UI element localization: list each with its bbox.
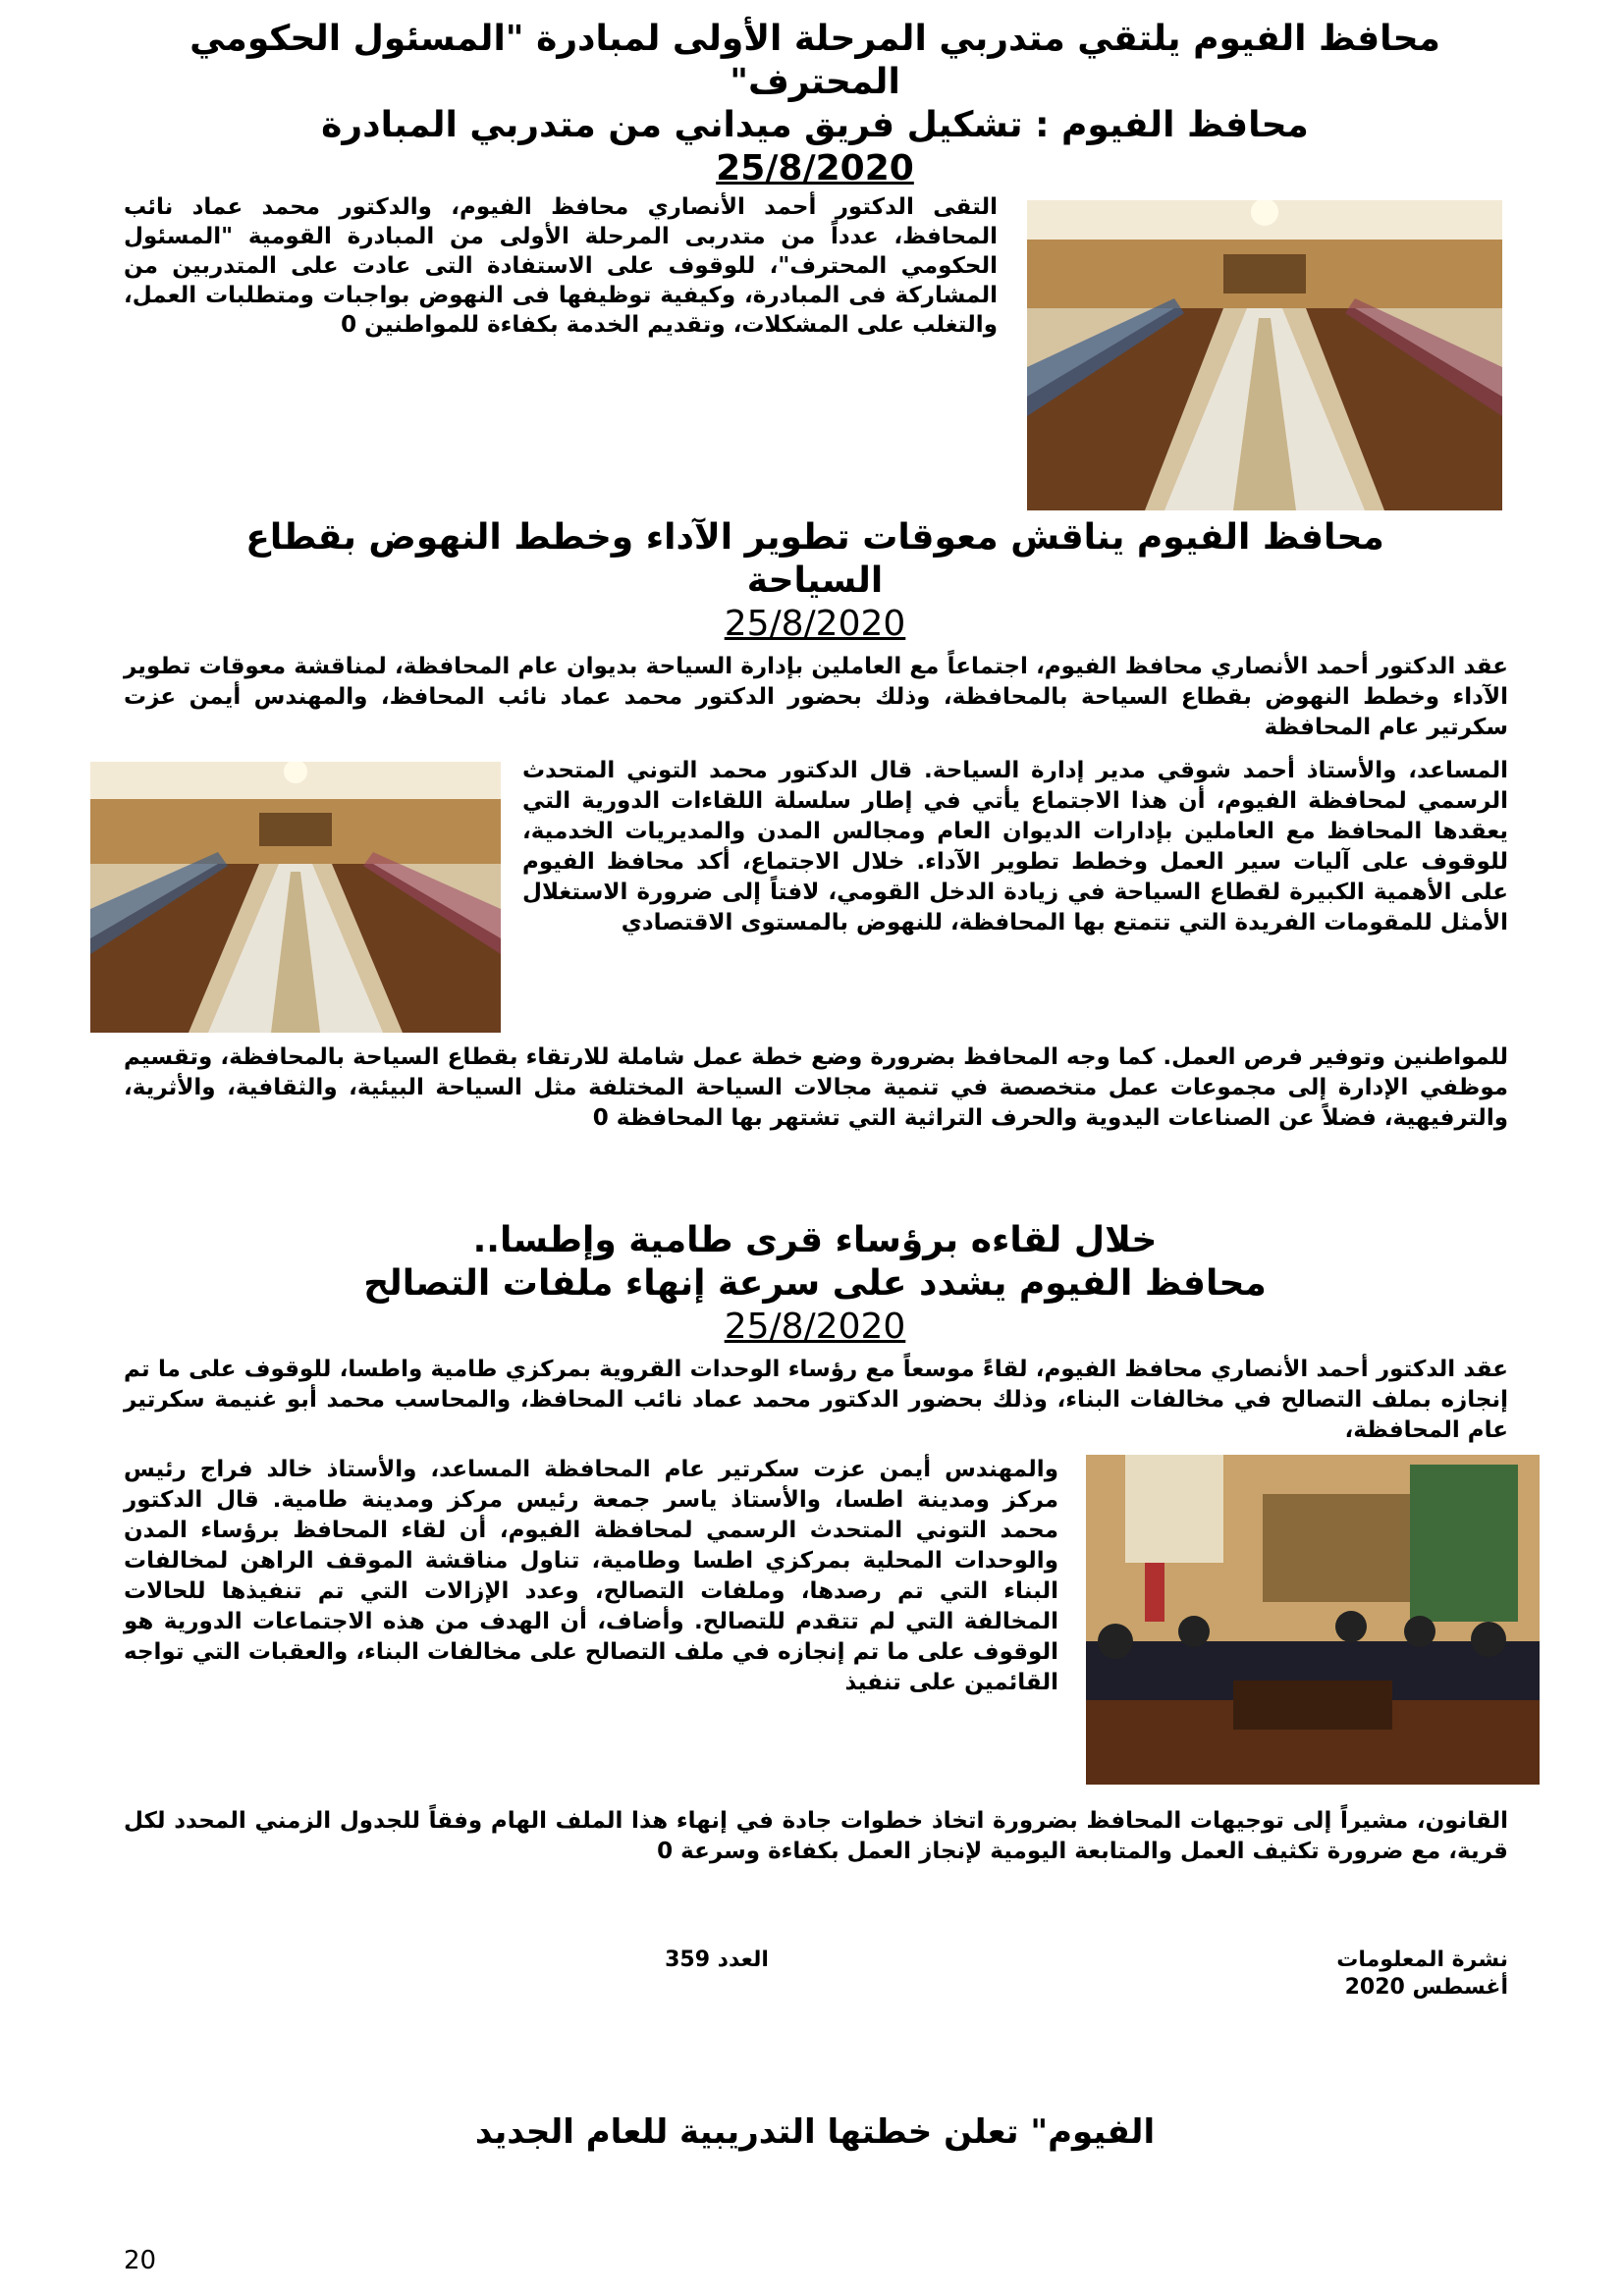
article1-date: 25/8/2020 (716, 148, 914, 188)
article1-subtitle-text: محافظ الفيوم : تشكيل فريق ميداني من متدربي المبادرة (321, 105, 1309, 145)
footer-bulletin: نشرة المعلومات (1336, 1948, 1508, 1972)
article1-title-line1: محافظ الفيوم يلتقي متدربي المرحلة الأولى لمبادرة "المسئول الحكومي المحترف" (189, 19, 1440, 102)
page-number: 20 (124, 2246, 157, 2275)
footer-issue: العدد 359 (665, 1948, 769, 1972)
article2-body-bottom: للمواطنين وتوفير فرص العمل. كما وجه المحافظ بضرورة وضع خطة عمل شاملة للارتقاء بقطاع السياحة بالمحافظة، وتقسيم موظفي الإدارة إلى مجموعات عمل متخصصة في تنمية مجالات السياحة المختلفة مثل السياحة البيئية، والثقافية، والأثرية، والترفيهية، فضلاً عن الصناعات اليدوية والحرف التراثية التي تشتهر بها المحافظة 0 (124, 1044, 1508, 1131)
article2-photo (90, 762, 501, 1033)
article3-body-top: عقد الدكتور أحمد الأنصاري محافظ الفيوم، لقاءً موسعاً مع رؤساء الوحدات القروية بمركزي طامية واطسا، للوقوف على ما تم إنجازه بملف التصالح في مخالفات البناء، وذلك بحضور الدكتور محمد عماد نائب المحافظ، والمحاسب محمد أبو غنيمة سكرتير عام المحافظة، (124, 1357, 1508, 1443)
article3-subtitle (177, 1262, 1453, 1306)
next-article-title (295, 2110, 1335, 2154)
article3-title-line1: خلال لقاءه برؤساء قرى طامية وإطسا.. (472, 1220, 1158, 1260)
article3-title (177, 1219, 1453, 1262)
article3-body-bottom: القانون، مشيراً إلى توجيهات المحافظ بضرورة اتخاذ خطوات جادة في إنهاء هذا الملف الهام وفقاً للجدول الزمني المحدد لكل قرية، مع ضرورة تكثيف العمل والمتابعة اليومية لإنجاز العمل بكفاءة وسرعة 0 (124, 1808, 1508, 1864)
article3-body-side: والمهندس أيمن عزت سكرتير عام المحافظة المساعد، والأستاذ خالد فراج رئيس مركز ومدينة اطسا، والأستاذ ياسر جمعة رئيس مركز ومدينة طامية. قال الدكتور محمد التوني المتحدث الرسمي لمحافظة الفيوم، أن لقاء المحافظ برؤساء المدن والوحدات المحلية بمركزي اطسا وطامية، تناول مناقشة الموقف الراهن لمخالفات البناء التي تم رصدها، وملفات التصالح، وعدد الإزالات التي تم تنفيذها للحالات المخالفة التي لم تتقدم للتصالح. وأضاف، أن الهدف من هذه الاجتماعات الدورية هو الوقوف على ما تم إنجازه في ملف التصالح على مخالفات البناء، والعقبات التي تواجه القائمين على تنفيذ (124, 1457, 1058, 1695)
article1-title (118, 18, 1512, 104)
article2-date: 25/8/2020 (724, 604, 906, 644)
article2-body-top: عقد الدكتور أحمد الأنصاري محافظ الفيوم، اجتماعاً مع العاملين بإدارة السياحة بديوان عام المحافظة، لمناقشة معوقات تطوير الآداء وخطط النهوض بقطاع السياحة بالمحافظة، وذلك بحضور الدكتور محمد عماد نائب المحافظ، والمهندس أيمن عزت سكرتير عام المحافظة (124, 654, 1508, 740)
article2-title (177, 516, 1453, 603)
meeting-room-photo-2 (90, 762, 501, 1033)
meeting-room-photo-3 (1086, 1455, 1540, 1785)
footer-month: أغسطس 2020 (1344, 1975, 1508, 2000)
article2-body-side: المساعد، والأستاذ أحمد شوقي مدير إدارة السياحة. قال الدكتور محمد التوني المتحدث الرسمي لمحافظة الفيوم، أن هذا الاجتماع يأتي في إطار سلسلة اللقاءات الدورية التي يعقدها المحافظ مع العاملين بإدارات الديوان العام ومجالس المدن والمديريات الخدمية، للوقوف على آليات سير العمل وخطط تطوير الآداء. خلال الاجتماع، أكد محافظ الفيوم على الأهمية الكبيرة لقطاع السياحة في زيادة الدخل القومي، لافتاً إلى ضرورة الاستغلال الأمثل للمقومات الفريدة التي تتمتع بها المحافظة، للنهوض بالمستوى الاقتصادي (522, 758, 1508, 935)
article3-title-line2: محافظ الفيوم يشدد على سرعة إنهاء ملفات التصالح (363, 1263, 1267, 1304)
article3-date: 25/8/2020 (724, 1307, 906, 1347)
article1-photo (1027, 200, 1502, 510)
article3-photo (1086, 1455, 1540, 1785)
article1-subtitle (118, 104, 1512, 147)
article1-body: التقى الدكتور أحمد الأنصاري محافظ الفيوم، والدكتور محمد عماد نائب المحافظ، عدداً من متدربى المرحلة الأولى من المبادرة القومية "المسئول الحكومي المحترف"، للوقوف على الاستفادة التى عادت على المتدربين من المشاركة فى المبادرة، وكيفية توظيفها فى النهوض بواجبات ومتطلبات العمل، والتغلب على المشكلات، وتقديم الخدمة بكفاءة للمواطنين 0 (124, 194, 998, 338)
next-article-title-text: الفيوم" تعلن خطتها التدريبية للعام الجديد (474, 2112, 1156, 2152)
article2-title-text: محافظ الفيوم يناقش معوقات تطوير الآداء وخطط النهوض بقطاع السياحة (245, 517, 1384, 601)
meeting-room-photo-1 (1027, 200, 1502, 510)
